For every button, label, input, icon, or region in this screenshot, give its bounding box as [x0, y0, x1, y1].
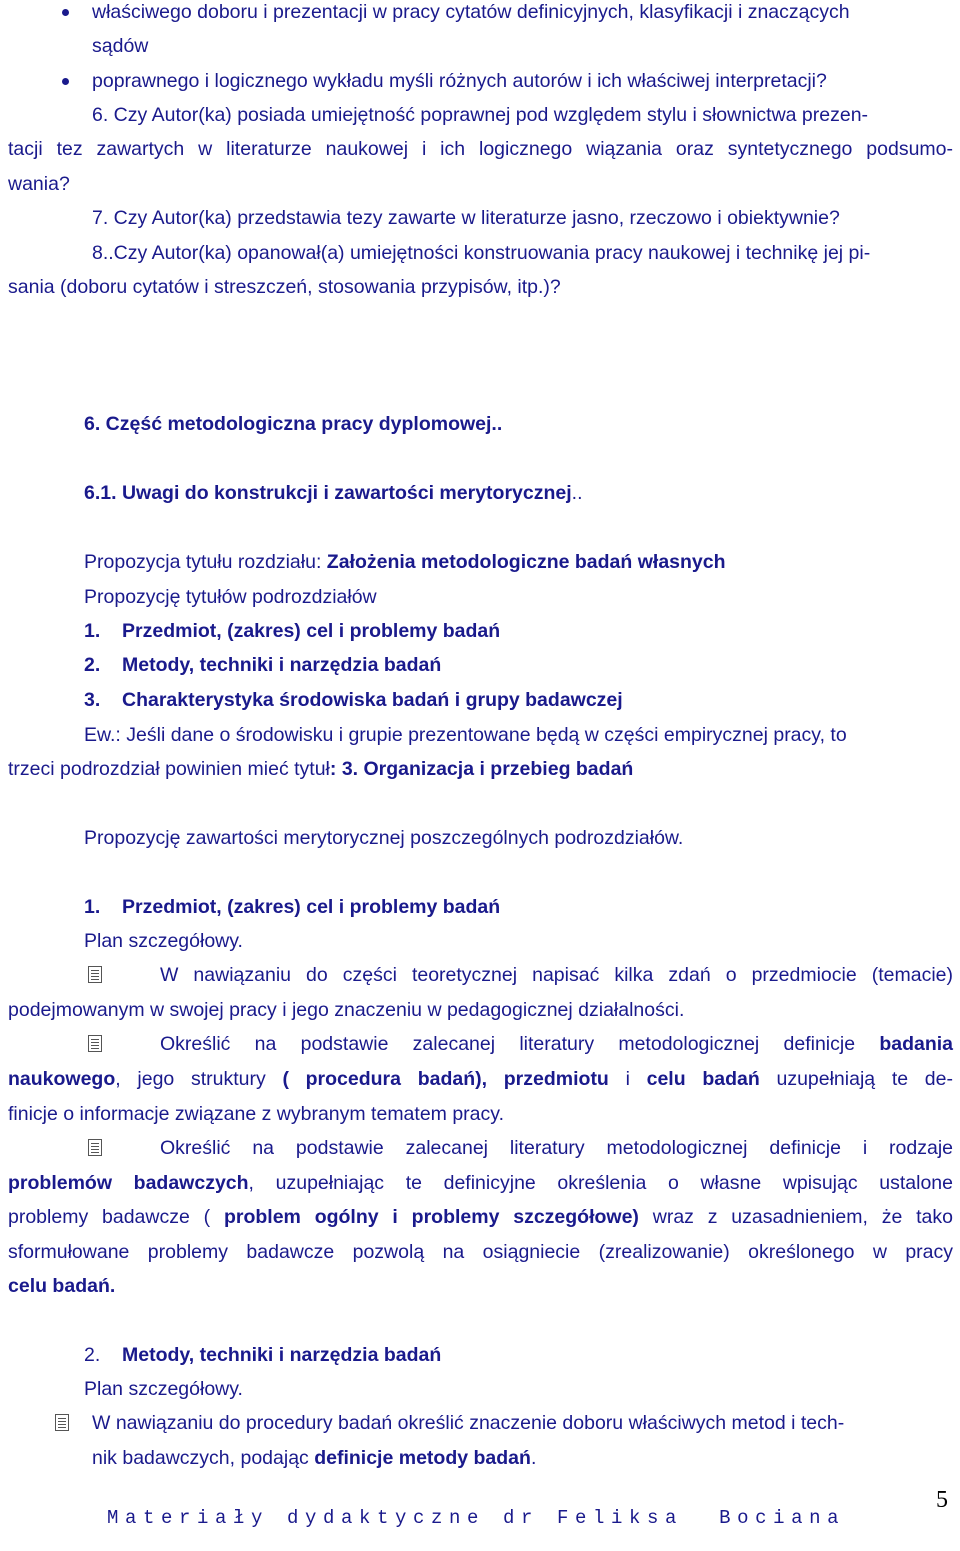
question-6: 6. Czy Autor(ka) posiada umiejętność poprawnej pod względem stylu i słownictwa prezen-	[92, 104, 869, 126]
text: , jego struktury	[115, 1068, 283, 1090]
text: przedmiotu	[503, 1068, 609, 1090]
paragraph-line	[8, 1205, 953, 1229]
subsection-title: Metody, techniki i narzędzia badań	[122, 1344, 442, 1366]
paragraph-line: podejmowanym w swojej pracy i jego znaczeniu w pedagogicznej działalności.	[8, 999, 685, 1021]
ew-note: Ew.: Jeśli dane o środowisku i grupie prezentowane będą w części empirycznej pracy, to	[84, 724, 847, 746]
section-heading-6: 6. Część metodologiczna pracy dyplomowej..	[84, 413, 503, 435]
bullet-text: poprawnego i logicznego wykładu myśli różnych autorów i ich właściwej interpretacji?	[92, 70, 827, 92]
list-item	[84, 653, 100, 677]
paragraph-line	[8, 1171, 953, 1195]
heading-text: 6.1. Uwagi do konstrukcji i zawartości merytorycznej	[84, 482, 572, 504]
list-number: 2.	[84, 654, 101, 676]
document-icon	[88, 1035, 102, 1052]
heading-tail: ..	[571, 482, 583, 504]
question-6: tacji tez zawartych w literaturze naukowej i ich logicznego wiązania oraz syntetycznego podsumo-	[8, 138, 953, 160]
document-icon	[88, 966, 102, 983]
text: ( procedura badań),	[282, 1068, 488, 1090]
question-8: 8..Czy Autor(ka) opanował(a) umiejętności konstruowania pracy naukowej i technikę jej pi-	[92, 242, 871, 264]
list-number: 1.	[84, 620, 101, 642]
plan-label: Plan szczegółowy.	[84, 1378, 243, 1400]
text: wraz z uzasadnieniem, że tako	[638, 1206, 953, 1228]
paragraph-line: Określić na podstawie zalecanej literatury metodologicznej definicje i rodzaje	[160, 1137, 953, 1159]
paragraph-line: sformułowane problemy badawcze pozwolą na osiągniecie (zrealizowanie) określonego w pracy	[8, 1241, 953, 1263]
page-footer: Materiały dydaktyczne dr Feliksa Bociana	[107, 1507, 846, 1529]
text: : 3.	[329, 758, 364, 780]
text	[487, 1068, 504, 1090]
document-icon	[55, 1414, 69, 1431]
page-number: 5	[936, 1487, 948, 1513]
label: Propozycja tytułu rozdziału:	[84, 551, 327, 573]
paragraph-line: W nawiązaniu do części teoretycznej napisać kilka zdań o przedmiocie (temacie)	[160, 964, 953, 986]
question-7: 7. Czy Autor(ka) przedstawia tezy zawarte w literaturze jasno, rzeczowo i obiektywnie?	[92, 207, 840, 229]
text: .	[530, 1447, 537, 1469]
question-6: wania?	[8, 173, 70, 195]
text: problemów badawczych	[8, 1172, 249, 1194]
text: uzupełniają te de-	[759, 1068, 953, 1090]
text: trzeci podrozdział powinien mieć tytuł	[8, 758, 330, 780]
paragraph-line	[92, 1446, 536, 1470]
bullet-text: właściwego doboru i prezentacji w pracy cytatów definicyjnych, klasyfikacji i znaczących	[92, 1, 850, 23]
text: , uzupełniając te definicyjne określenia o własne wpisując ustalone	[248, 1172, 953, 1194]
list-item	[84, 619, 100, 643]
text: naukowego	[8, 1068, 116, 1090]
bullet-dot	[62, 9, 69, 16]
section-heading-6-1	[84, 481, 583, 505]
paragraph-line	[8, 1067, 953, 1091]
subsection-number: 2.	[84, 1344, 101, 1366]
text: celu badań	[646, 1068, 760, 1090]
bullet-text: sądów	[92, 35, 149, 57]
list-item-text: Przedmiot, (zakres) cel i problemy badań	[122, 620, 501, 642]
list-item-text: Metody, techniki i narzędzia badań	[122, 654, 442, 676]
text: problem ogólny i problemy szczegółowe)	[223, 1206, 639, 1228]
text: nik badawczych, podając	[92, 1447, 315, 1469]
ew-note	[8, 757, 633, 781]
text: problemy badawcze (	[8, 1206, 224, 1228]
list-item	[84, 688, 100, 712]
plan-label: Plan szczegółowy.	[84, 930, 243, 952]
subtitles-proposal: Propozycję tytułów podrozdziałów	[84, 586, 377, 608]
paragraph-line: celu badań.	[8, 1275, 116, 1297]
text: Organizacja i przebieg badań	[363, 758, 634, 780]
text: badania	[879, 1033, 953, 1055]
subsection-number: 1.	[84, 896, 101, 918]
question-8: sania (doboru cytatów i streszczeń, stosowania przypisów, itp.)?	[8, 276, 561, 298]
paragraph-line: W nawiązaniu do procedury badań określić znaczenie doboru właściwych metod i tech-	[92, 1412, 845, 1434]
document-icon	[88, 1139, 102, 1156]
text: definicje metody badań	[314, 1447, 531, 1469]
value: Założenia metodologiczne badań własnych	[326, 551, 726, 573]
paragraph-line	[160, 1032, 953, 1056]
list-item-text: Charakterystyka środowiska badań i grupy badawczej	[122, 689, 623, 711]
subsection-title: Przedmiot, (zakres) cel i problemy badań	[122, 896, 501, 918]
text: i	[608, 1068, 647, 1090]
list-number: 3.	[84, 689, 101, 711]
content-proposal: Propozycję zawartości merytorycznej poszczególnych podrozdziałów.	[84, 827, 684, 849]
text: Określić na podstawie zalecanej literatury metodologicznej definicje	[160, 1033, 880, 1055]
chapter-title-proposal	[84, 550, 726, 574]
paragraph-line: finicje o informacje związane z wybranym tematem pracy.	[8, 1103, 504, 1125]
bullet-dot	[62, 78, 69, 85]
